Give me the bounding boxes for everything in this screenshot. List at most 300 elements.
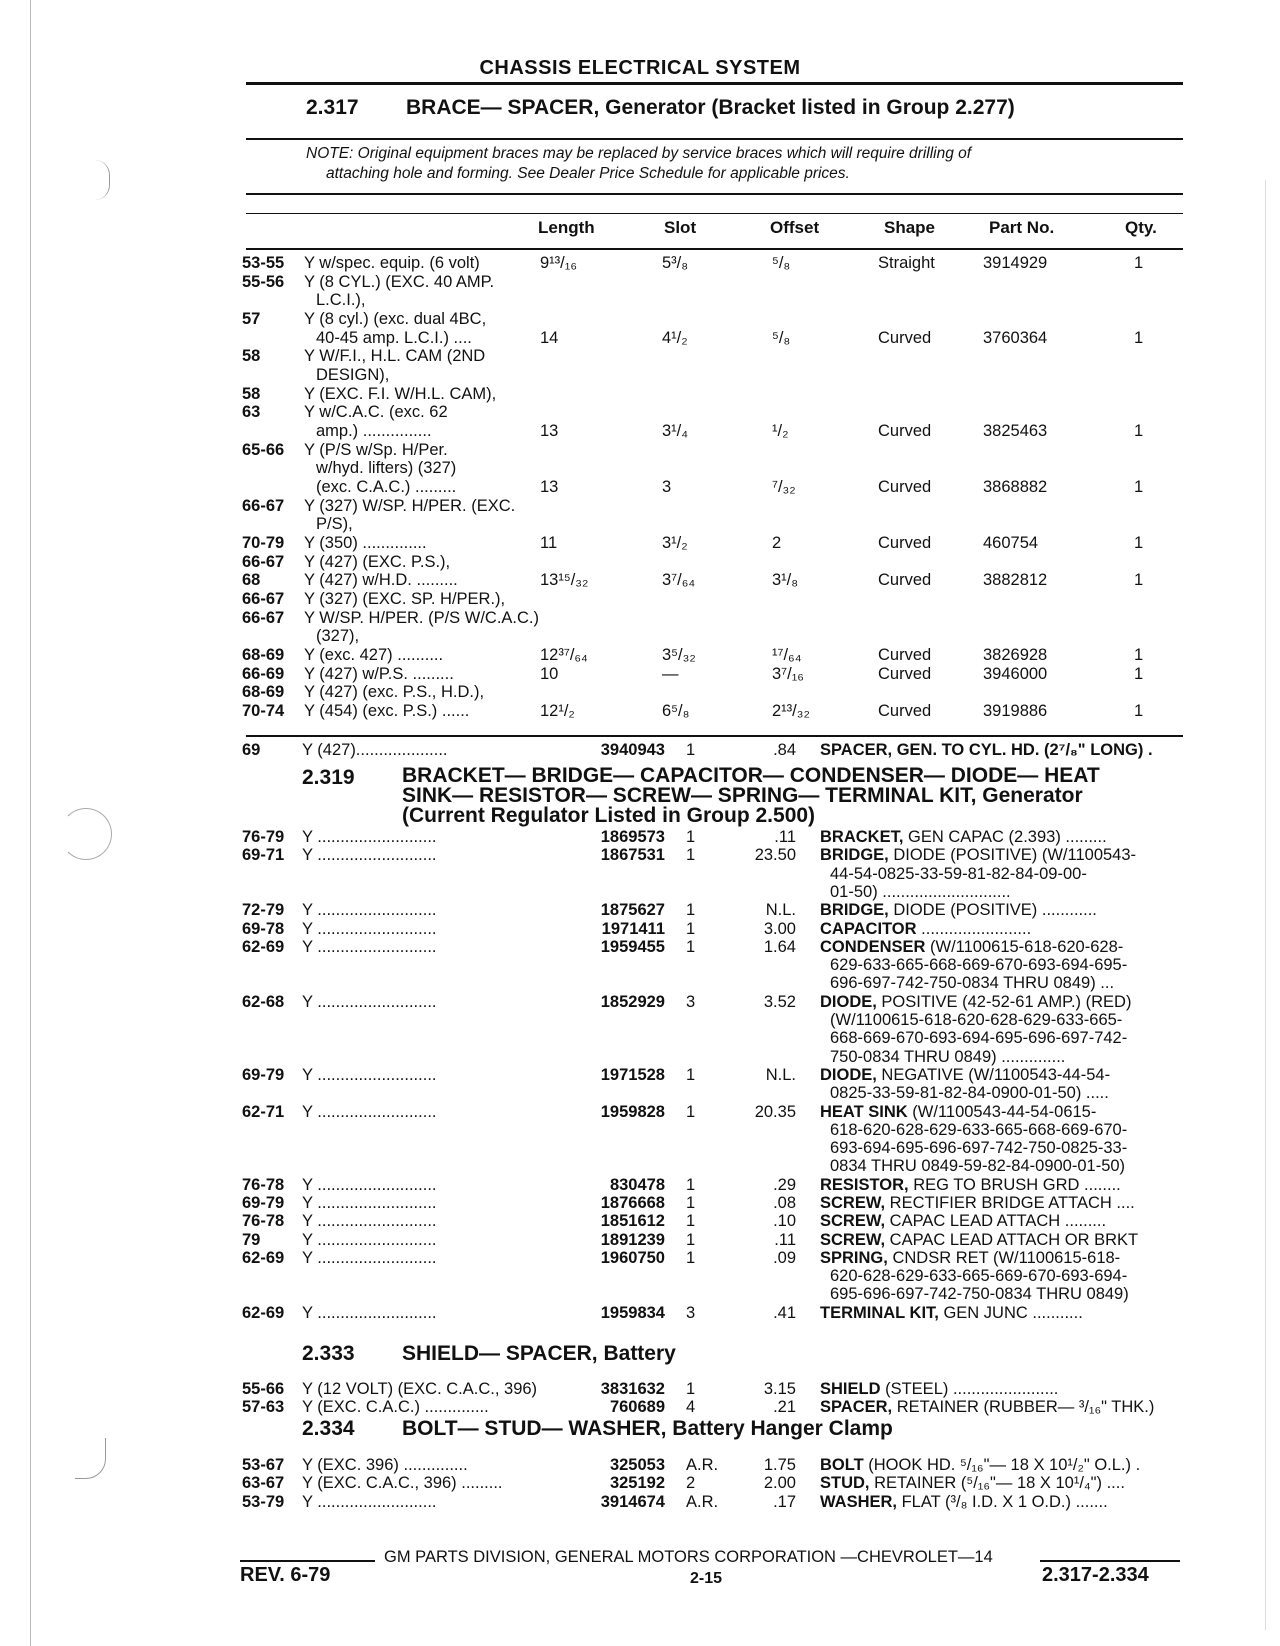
brace-row	[0, 478, 1280, 497]
row-description: 40-45 amp. L.C.I.) ....	[316, 328, 472, 347]
row-description: Y (EXC. 396) ..............	[302, 1456, 468, 1474]
scan-margin-right	[1265, 180, 1266, 1630]
row-description: Y (8 CYL.) (EXC. 40 AMP.	[304, 272, 495, 291]
row-qty: 1	[1134, 701, 1144, 720]
row-item-continuation: 618-620-628-629-633-665-668-669-670-	[830, 1120, 1128, 1139]
row-year: 55-56	[242, 272, 285, 291]
footer-rule-left	[240, 1560, 375, 1562]
row-year: 62-71	[242, 1102, 285, 1121]
row-year: 57-63	[242, 1398, 285, 1417]
row-slot: 3¹/₂	[662, 533, 688, 552]
row-qty: 1	[686, 1212, 696, 1231]
row-description: Y (427) (exc. P.S., H.D.),	[304, 683, 485, 702]
row-item-keyword: SCREW,	[820, 1212, 886, 1231]
row-qty: 1	[1134, 664, 1144, 683]
row-item-name	[820, 1066, 1110, 1085]
parts-list-row	[0, 901, 1280, 919]
row-item-detail: REG TO BRUSH GRD ........	[908, 1175, 1121, 1194]
row-year: 66-67	[242, 589, 285, 608]
row-item-detail: GEN JUNC ...........	[938, 1303, 1083, 1322]
row-slot: 5³/₈	[662, 254, 689, 272]
row-item-detail: (HOOK HD. ⁵/₁₆"— 18 X 10¹/₂" O.L.) .	[863, 1456, 1141, 1474]
section-rule	[246, 138, 1183, 140]
brace-row	[0, 515, 1280, 534]
row-length: 10	[540, 664, 559, 683]
row-item-continuation: 695-696-697-742-750-0834 THRU 0849)	[830, 1285, 1129, 1304]
row-item-name	[820, 1474, 1125, 1493]
row-description: w/hyd. lifters) (327)	[316, 459, 457, 478]
row-item-name	[820, 828, 1107, 847]
row-part-number: 1852929	[600, 992, 665, 1011]
row-price: 3.52	[763, 992, 796, 1011]
row-year: 58	[242, 384, 261, 403]
row-item-continuation: 629-633-665-668-669-670-693-694-695-	[830, 956, 1128, 975]
row-year: 76-78	[242, 1175, 285, 1194]
row-year: 68-69	[242, 645, 285, 664]
brace-row	[0, 347, 1280, 366]
section-2319-title	[402, 766, 1100, 826]
row-year: 76-79	[242, 828, 285, 846]
row-item-keyword: WASHER,	[820, 1492, 898, 1511]
row-qty: 1	[686, 828, 696, 846]
row-item-detail: DIODE (POSITIVE) ............	[888, 901, 1097, 920]
row-item-name	[820, 920, 1031, 939]
row-description: Y (exc. 427) ..........	[304, 645, 444, 664]
row-year: 70-74	[242, 701, 285, 720]
row-description: Y ..........................	[302, 1492, 437, 1511]
row-shape: Curved	[878, 701, 932, 720]
row-item-keyword: BRIDGE,	[820, 901, 889, 920]
row-description: DESIGN),	[316, 365, 390, 384]
row-item-continuation: 0834 THRU 0849-59-82-84-0900-01-50)	[830, 1157, 1126, 1176]
row-item-detail: RECTIFIER BRIDGE ATTACH ....	[885, 1194, 1135, 1212]
row-qty: 1	[686, 1102, 696, 1121]
row-qty: 1	[686, 937, 696, 956]
row-item-continuation: 693-694-695-696-697-742-750-0825-33-	[830, 1139, 1128, 1158]
row-part-number: 3825463	[983, 421, 1048, 440]
row-description: Y ..........................	[302, 1065, 437, 1084]
row-price: 20.35	[754, 1102, 796, 1121]
brace-row	[0, 310, 1280, 329]
row-year: 57	[242, 309, 261, 328]
spacer-desc: Y (427)....................	[302, 741, 448, 759]
row-shape: Curved	[878, 533, 932, 552]
spacer-part-number: 3940943	[600, 741, 665, 759]
row-qty: 1	[686, 846, 696, 865]
parts-list-row	[0, 1176, 1280, 1194]
row-qty: 1	[1134, 645, 1144, 664]
row-description: Y (EXC. F.I. W/H.L. CAM),	[304, 384, 497, 403]
section-2317-number: 2.317	[306, 96, 359, 119]
parts-list-row	[0, 1066, 1280, 1103]
row-item-name	[820, 1493, 1108, 1512]
row-qty: 3	[686, 1303, 696, 1322]
brace-row	[0, 291, 1280, 310]
row-item-continuation: (W/1100615-618-620-628-629-633-665-	[830, 1010, 1123, 1029]
row-item-continuation: 750-0834 THRU 0849) ..............	[830, 1047, 1066, 1066]
row-year: 69-79	[242, 1194, 285, 1212]
row-price: .09	[773, 1248, 796, 1267]
note-rule-1	[246, 193, 1183, 195]
brace-row	[0, 553, 1280, 572]
spacer-qty: 1	[686, 741, 696, 759]
row-qty: 1	[1134, 477, 1144, 496]
row-year: 68	[242, 571, 261, 590]
row-description: Y (327) W/SP. H/PER. (EXC.	[304, 496, 516, 515]
row-item-keyword: BRACKET,	[820, 828, 904, 846]
row-price: .11	[774, 1230, 796, 1249]
row-description: Y ..........................	[302, 1248, 437, 1267]
row-part-number: 3831632	[600, 1380, 665, 1398]
row-price: 1.64	[763, 937, 796, 956]
col-header-length: Length	[538, 218, 595, 237]
row-description: Y ..........................	[302, 1303, 437, 1322]
row-qty: 1	[686, 1230, 696, 1249]
row-description: Y ..........................	[302, 1194, 437, 1212]
row-description: (exc. C.A.C.) .........	[316, 477, 457, 496]
row-part-number: 1851612	[600, 1212, 665, 1231]
row-part-number: 3914674	[600, 1492, 665, 1511]
section-2319-title-line-2: SINK— RESISTOR— SCREW— SPRING— TERMINAL KIT, Generator	[402, 784, 1083, 807]
row-description: Y ..........................	[302, 828, 437, 846]
section-2319-number: 2.319	[302, 766, 355, 789]
brace-row	[0, 459, 1280, 478]
row-offset: ⁷/₃₂	[772, 477, 796, 496]
row-length: 14	[540, 328, 559, 347]
row-item-detail: NEGATIVE (W/1100543-44-54-	[876, 1065, 1111, 1084]
row-price: .41	[773, 1303, 796, 1322]
row-shape: Curved	[878, 328, 932, 347]
row-description: Y ..........................	[302, 901, 437, 920]
row-item-detail: (W/1100615-618-620-628-	[925, 937, 1124, 956]
row-offset: 3⁷/₁₆	[772, 664, 804, 683]
row-part-number: 3826928	[983, 645, 1048, 664]
section-2319-title-line-3: (Current Regulator Listed in Group 2.500)	[402, 804, 816, 827]
row-item-keyword: STUD,	[820, 1474, 870, 1493]
row-item-detail: CAPAC LEAD ATTACH OR BRKT	[885, 1230, 1139, 1249]
parts-list-row	[0, 1493, 1280, 1511]
row-item-detail: ........................	[916, 919, 1032, 938]
row-year: 69-71	[242, 846, 285, 865]
row-item-keyword: DIODE,	[820, 992, 877, 1011]
row-shape: Curved	[878, 477, 932, 496]
row-description: Y ..........................	[302, 1175, 437, 1194]
brace-row	[0, 422, 1280, 441]
row-part-number: 3946000	[983, 664, 1048, 683]
row-year: 58	[242, 347, 261, 366]
row-year: 69-79	[242, 1065, 285, 1084]
row-part-number: 3760364	[983, 328, 1048, 347]
row-description: Y (427) w/P.S. .........	[304, 664, 454, 683]
header-rule	[246, 248, 1183, 250]
row-slot: —	[662, 664, 679, 683]
row-part-number: 325192	[609, 1474, 665, 1493]
row-part-number: 1867531	[600, 846, 665, 865]
brace-row	[0, 534, 1280, 553]
section-2317-title: BRACE— SPACER, Generator (Bracket listed in Group 2.277)	[406, 96, 1015, 119]
footer-revision: REV. 6-79	[240, 1564, 331, 1586]
row-qty: 1	[686, 1175, 696, 1194]
row-price: N.L.	[765, 901, 796, 920]
row-part-number: 1869573	[600, 828, 665, 846]
row-part-number: 1891239	[600, 1230, 665, 1249]
row-description: (327),	[316, 627, 360, 646]
row-year: 76-78	[242, 1212, 285, 1231]
row-item-keyword: SPRING,	[820, 1248, 888, 1267]
parts-list-row	[0, 1456, 1280, 1474]
row-item-continuation: 0825-33-59-81-82-84-0900-01-50) .....	[830, 1084, 1109, 1103]
note-rule-2	[246, 213, 1183, 214]
row-item-name	[820, 1249, 1120, 1268]
row-item-name	[820, 1231, 1138, 1250]
hole-punch-mark-top	[95, 160, 110, 200]
row-item-name	[820, 1194, 1135, 1213]
row-price: .17	[773, 1492, 796, 1511]
row-description: amp.) ...............	[316, 421, 432, 440]
row-item-keyword: BOLT	[820, 1456, 864, 1474]
brace-row	[0, 329, 1280, 348]
footer-rule-right	[1040, 1560, 1180, 1562]
row-qty: A.R.	[686, 1492, 719, 1511]
row-slot: 6⁵/₈	[662, 701, 690, 720]
row-item-detail: DIODE (POSITIVE) (W/1100543-	[888, 846, 1137, 865]
row-price: .10	[773, 1212, 796, 1231]
row-description: Y ..........................	[302, 992, 437, 1011]
row-part-number: 460754	[983, 533, 1039, 552]
row-part-number: 1959828	[600, 1102, 665, 1121]
row-item-keyword: SCREW,	[820, 1194, 886, 1212]
row-qty: 1	[686, 1194, 696, 1212]
row-item-keyword: CAPACITOR	[820, 919, 917, 938]
row-price: 23.50	[754, 846, 796, 865]
row-part-number: 760689	[609, 1398, 665, 1417]
row-item-name	[820, 1103, 1096, 1122]
row-item-keyword: CONDENSER	[820, 937, 926, 956]
row-price: 1.75	[763, 1456, 796, 1474]
row-slot: 3⁵/₃₂	[662, 645, 696, 664]
row-qty: 1	[1134, 533, 1144, 552]
parts-list-row	[0, 1103, 1280, 1176]
row-slot: 3¹/₄	[662, 421, 688, 440]
row-description: Y (EXC. C.A.C.) ..............	[302, 1398, 489, 1417]
brace-row	[0, 571, 1280, 590]
row-offset: ¹⁷/₆₄	[772, 645, 802, 664]
row-description: Y ..........................	[302, 1230, 437, 1249]
row-year: 62-69	[242, 1303, 285, 1322]
brace-row	[0, 683, 1280, 702]
parts-list-row	[0, 828, 1280, 846]
row-item-name	[820, 846, 1136, 865]
row-price: N.L.	[765, 1065, 796, 1084]
row-year: 62-68	[242, 992, 285, 1011]
row-item-keyword: SHIELD	[820, 1380, 881, 1398]
row-price: .08	[773, 1194, 796, 1212]
col-header-qty: Qty.	[1125, 218, 1157, 237]
brace-row	[0, 627, 1280, 646]
col-header-part-no: Part No.	[989, 218, 1055, 237]
row-year: 63	[242, 403, 261, 422]
row-year: 53-55	[242, 254, 285, 272]
hole-punch-mark-middle	[60, 808, 112, 860]
row-item-detail: RETAINER (RUBBER— ³/₁₆" THK.)	[892, 1398, 1155, 1417]
row-length: 13¹⁵/₃₂	[540, 571, 589, 590]
row-part-number: 1876668	[600, 1194, 665, 1212]
row-price: .11	[774, 828, 796, 846]
row-description: Y (8 cyl.) (exc. dual 4BC,	[304, 309, 487, 328]
row-offset: 3¹/₈	[772, 571, 799, 590]
row-part-number: 1971528	[600, 1065, 665, 1084]
brace-row	[0, 702, 1280, 721]
brace-row	[0, 609, 1280, 628]
row-description: Y ..........................	[302, 1102, 437, 1121]
row-item-name	[820, 901, 1097, 920]
section-2334-title: BOLT— STUD— WASHER, Battery Hanger Clamp	[402, 1417, 893, 1440]
parts-list-row	[0, 1194, 1280, 1212]
row-offset: ¹/₂	[772, 421, 789, 440]
row-price: 2.00	[763, 1474, 796, 1493]
row-item-name	[820, 1304, 1083, 1323]
row-qty: 1	[1134, 421, 1144, 440]
col-header-shape: Shape	[884, 218, 936, 237]
row-year: 66-67	[242, 552, 285, 571]
row-length: 11	[540, 533, 558, 552]
row-description: Y (427) (EXC. P.S.),	[304, 552, 451, 571]
row-qty: A.R.	[686, 1456, 719, 1474]
row-year: 72-79	[242, 901, 285, 920]
brace-row	[0, 665, 1280, 684]
parts-list-row	[0, 938, 1280, 993]
row-description: Y (12 VOLT) (EXC. C.A.C., 396)	[302, 1380, 538, 1398]
parts-list-row	[0, 993, 1280, 1066]
row-item-keyword: RESISTOR,	[820, 1175, 909, 1194]
section-2334-number: 2.334	[302, 1417, 355, 1440]
row-item-keyword: DIODE,	[820, 1065, 877, 1084]
brace-row	[0, 385, 1280, 404]
row-qty: 1	[686, 919, 696, 938]
row-part-number: 830478	[609, 1175, 665, 1194]
row-item-name	[820, 1212, 1106, 1231]
row-qty: 1	[686, 1248, 696, 1267]
row-price: 3.00	[763, 919, 796, 938]
row-part-number: 3868882	[983, 477, 1048, 496]
brace-row	[0, 497, 1280, 516]
row-item-continuation: 620-628-629-633-665-669-670-693-694-	[830, 1267, 1128, 1286]
row-year: 79	[242, 1230, 261, 1249]
parts-list-row	[0, 920, 1280, 938]
row-part-number: 1959455	[600, 937, 665, 956]
parts-list-row	[0, 1474, 1280, 1492]
row-item-detail: (W/1100543-44-54-0615-	[907, 1102, 1097, 1121]
row-year: 69-78	[242, 919, 285, 938]
row-length: 12¹/₂	[540, 701, 575, 720]
row-part-number: 3919886	[983, 701, 1048, 720]
row-year: 55-66	[242, 1380, 285, 1398]
footer-page-number: 2-15	[690, 1570, 723, 1587]
row-part-number: 3882812	[983, 571, 1048, 590]
row-year: 53-67	[242, 1456, 285, 1474]
row-year: 62-69	[242, 937, 285, 956]
parts-list-row	[0, 1304, 1280, 1322]
brace-row	[0, 441, 1280, 460]
row-item-name	[820, 1398, 1154, 1417]
row-description: Y (350) ..............	[304, 533, 427, 552]
row-shape: Straight	[878, 254, 935, 272]
row-item-keyword: HEAT SINK	[820, 1102, 908, 1121]
row-description: Y (EXC. C.A.C., 396) .........	[302, 1474, 503, 1493]
row-shape: Curved	[878, 571, 932, 590]
row-part-number: 1959834	[600, 1303, 665, 1322]
brace-row	[0, 590, 1280, 609]
row-qty: 1	[1134, 328, 1144, 347]
brace-row	[0, 366, 1280, 385]
row-item-detail: CAPAC LEAD ATTACH .........	[885, 1212, 1107, 1231]
row-item-keyword: TERMINAL KIT,	[820, 1303, 939, 1322]
parts-list-row	[0, 1212, 1280, 1230]
parts-list-row	[0, 1231, 1280, 1249]
row-item-name	[820, 1380, 1058, 1399]
row-slot: 3⁷/₆₄	[662, 571, 696, 590]
row-item-detail: CNDSR RET (W/1100615-618-	[887, 1248, 1121, 1267]
row-year: 66-67	[242, 496, 285, 515]
row-item-continuation: 668-669-670-693-694-695-696-697-742-	[830, 1029, 1128, 1048]
row-description: Y (327) (EXC. SP. H/PER.),	[304, 589, 506, 608]
footer-credit: GM PARTS DIVISION, GENERAL MOTORS CORPORATION —CHEVROLET—14	[384, 1548, 993, 1566]
col-header-slot: Slot	[664, 218, 697, 237]
row-year: 68-69	[242, 683, 285, 702]
row-qty: 1	[686, 901, 696, 920]
row-year: 66-69	[242, 664, 285, 683]
row-length: 9¹³/₁₆	[540, 254, 577, 272]
row-shape: Curved	[878, 664, 932, 683]
row-item-detail: POSITIVE (42-52-61 AMP.) (RED)	[876, 992, 1132, 1011]
row-item-keyword: SPACER,	[820, 1398, 893, 1417]
row-item-continuation: 01-50) ............................	[830, 882, 1011, 901]
row-price: .29	[773, 1175, 796, 1194]
row-offset: 2	[772, 533, 782, 552]
row-description: P/S),	[316, 515, 353, 534]
row-offset: 2¹³/₃₂	[772, 701, 810, 720]
row-item-name	[820, 1456, 1140, 1475]
row-item-name	[820, 1176, 1121, 1195]
section-2333-title: SHIELD— SPACER, Battery	[402, 1342, 676, 1365]
section-2317-note	[306, 144, 1166, 184]
row-part-number: 325053	[609, 1456, 665, 1474]
scan-margin-line	[30, 0, 31, 1646]
row-item-name	[820, 993, 1131, 1012]
row-item-name	[820, 938, 1123, 957]
row-description: Y (454) (exc. P.S.) ......	[304, 701, 470, 720]
row-year: 66-67	[242, 608, 285, 627]
row-item-detail: RETAINER (⁵/₁₆"— 18 X 10¹/₄") ....	[869, 1474, 1125, 1493]
spacer-row	[0, 741, 1280, 760]
row-slot: 4¹/₂	[662, 328, 688, 347]
row-description: L.C.I.),	[316, 291, 366, 310]
row-description: Y ..........................	[302, 1212, 437, 1231]
row-shape: Curved	[878, 645, 932, 664]
row-description: Y (P/S w/Sp. H/Per.	[304, 440, 448, 459]
brace-row	[0, 646, 1280, 665]
row-slot: 3	[662, 477, 672, 496]
row-price: .21	[773, 1398, 796, 1417]
row-qty: 4	[686, 1398, 696, 1417]
brace-row	[0, 403, 1280, 422]
page-title: CHASSIS ELECTRICAL SYSTEM	[479, 57, 801, 79]
spacer-name: SPACER, GEN. TO CYL. HD. (2⁷/₈" LONG) .	[820, 741, 1153, 759]
row-year: 62-69	[242, 1248, 285, 1267]
row-part-number: 1875627	[600, 901, 665, 920]
section-2333-number: 2.333	[302, 1342, 355, 1365]
row-description: Y ..........................	[302, 919, 437, 938]
